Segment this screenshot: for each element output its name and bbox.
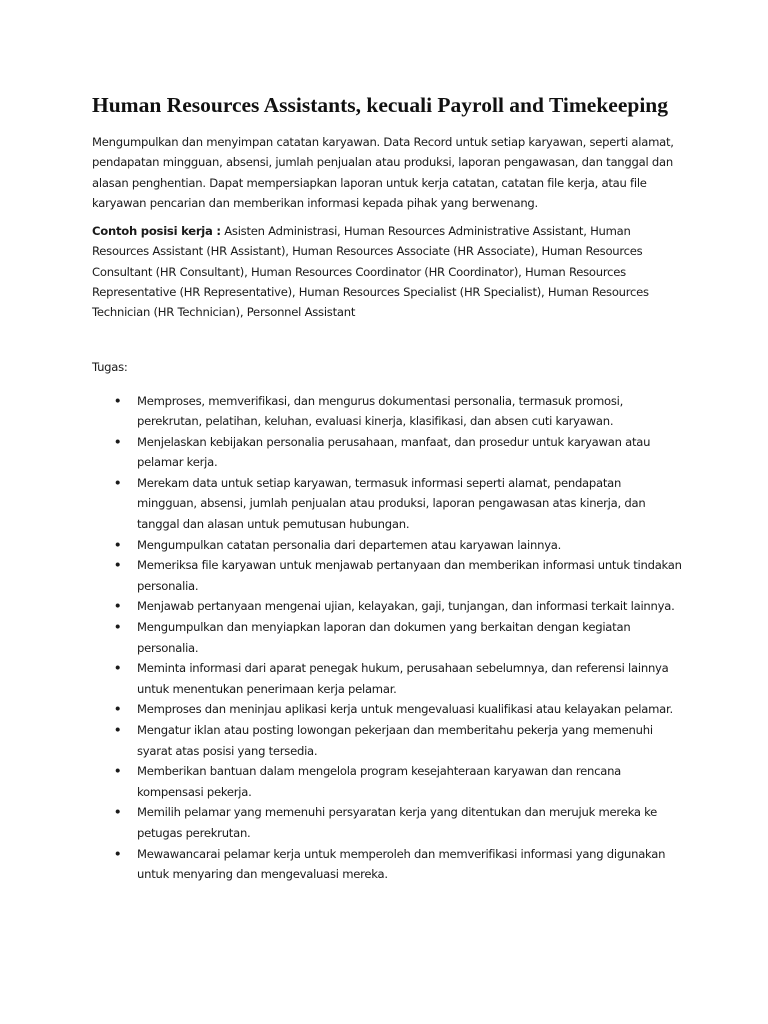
job-description: Mengumpulkan dan menyimpan catatan karyawan. Data Record untuk setiap karyawan, seperti alamat, pendapatan mingguan, absensi, jumlah penjualan atau produksi, laporan pengawasan, dan tanggal dan alasan penghentian. Dapat mempersiapkan laporan untuk kerja catatan, catatan file kerja, atau file karyawan pencarian dan memberikan informasi kepada pihak yang berwenang. (92, 135, 674, 210)
bullet-icon: • (114, 558, 122, 573)
bullet-icon: • (114, 393, 122, 408)
duty-text: Memproses dan meninjau aplikasi kerja untuk mengevaluasi kualifikasi atau kelayakan pelamar. (137, 702, 673, 717)
duty-text: Memeriksa file karyawan untuk menjawab pertanyaan dan memberikan informasi untuk tindakan personalia. (137, 558, 682, 593)
list-item (92, 844, 684, 885)
bullet-icon: • (114, 476, 122, 491)
bullet-icon: • (114, 620, 122, 635)
duties-label: Tugas: (92, 359, 128, 374)
bullet-icon: • (114, 702, 122, 717)
list-item (92, 699, 684, 719)
list-item (92, 802, 684, 843)
document-page (92, 92, 684, 885)
list-item (92, 617, 684, 658)
bullet-icon: • (114, 661, 122, 676)
duty-text: Mewawancarai pelamar kerja untuk memperoleh dan memverifikasi informasi yang digunakan untuk menyaring dan mengevaluasi mereka. (137, 846, 666, 881)
bullet-icon: • (114, 723, 122, 738)
list-item (92, 432, 684, 473)
bullet-icon: • (114, 435, 122, 450)
list-item (92, 391, 684, 432)
list-item (92, 555, 684, 596)
list-item (92, 720, 684, 761)
list-item (92, 658, 684, 699)
duty-text: Mengumpulkan catatan personalia dari departemen atau karyawan lainnya. (137, 537, 562, 552)
duty-text: Menjawab pertanyaan mengenai ujian, kelayakan, gaji, tunjangan, dan informasi terkait lainnya. (137, 599, 675, 614)
bullet-icon: • (114, 805, 122, 820)
page-title: Human Resources Assistants, kecuali Payroll and Timekeeping (92, 93, 668, 117)
list-item (92, 596, 684, 616)
bullet-icon: • (114, 537, 122, 552)
duty-text: Meminta informasi dari aparat penegak hukum, perusahaan sebelumnya, dan referensi lainnya untuk menentukan penerimaan kerja pelamar. (137, 661, 669, 696)
duty-text: Memberikan bantuan dalam mengelola program kesejahteraan karyawan dan rencana kompensasi pekerja. (137, 764, 622, 799)
duty-text: Memilih pelamar yang memenuhi persyaratan kerja yang ditentukan dan merujuk mereka ke petugas perekrutan. (137, 805, 658, 840)
list-item (92, 535, 684, 555)
duty-text: Mengatur iklan atau posting lowongan pekerjaan dan memberitahu pekerja yang memenuhi syarat atas posisi yang tersedia. (137, 723, 653, 758)
job-examples-text: Asisten Administrasi, Human Resources Administrative Assistant, Human Resources Assistant (HR Assistant), Human Resources Associate (HR Associate), Human Resources Consultant (HR Consultant), Human Resources Coordinator (HR Coordinator), Human Resources Representative (HR Representative), Human Resources Specialist (HR Specialist), Human Resources Technician (HR Technician), Personnel Assistant (92, 224, 649, 320)
list-item (92, 473, 684, 534)
duty-text: Menjelaskan kebijakan personalia perusahaan, manfaat, dan prosedur untuk karyawan atau pelamar kerja. (137, 435, 651, 470)
bullet-icon: • (114, 764, 122, 779)
duties-list (92, 391, 684, 884)
duty-text: Merekam data untuk setiap karyawan, termasuk informasi seperti alamat, pendapatan mingguan, absensi, jumlah penjualan atau produksi, laporan pengawasan atas kinerja, dan tanggal dan alasan untuk pemutusan hubungan. (137, 476, 646, 531)
duty-text: Memproses, memverifikasi, dan mengurus dokumentasi personalia, termasuk promosi, perekrutan, pelatihan, keluhan, evaluasi kinerja, klasifikasi, dan absen cuti karyawan. (137, 393, 624, 429)
job-examples-label: Contoh posisi kerja : (92, 224, 221, 239)
duty-text: Mengumpulkan dan menyiapkan laporan dan dokumen yang berkaitan dengan kegiatan personalia. (137, 620, 631, 655)
bullet-icon: • (114, 846, 122, 861)
list-item (92, 761, 684, 802)
bullet-icon: • (114, 599, 122, 614)
job-examples (92, 221, 684, 322)
